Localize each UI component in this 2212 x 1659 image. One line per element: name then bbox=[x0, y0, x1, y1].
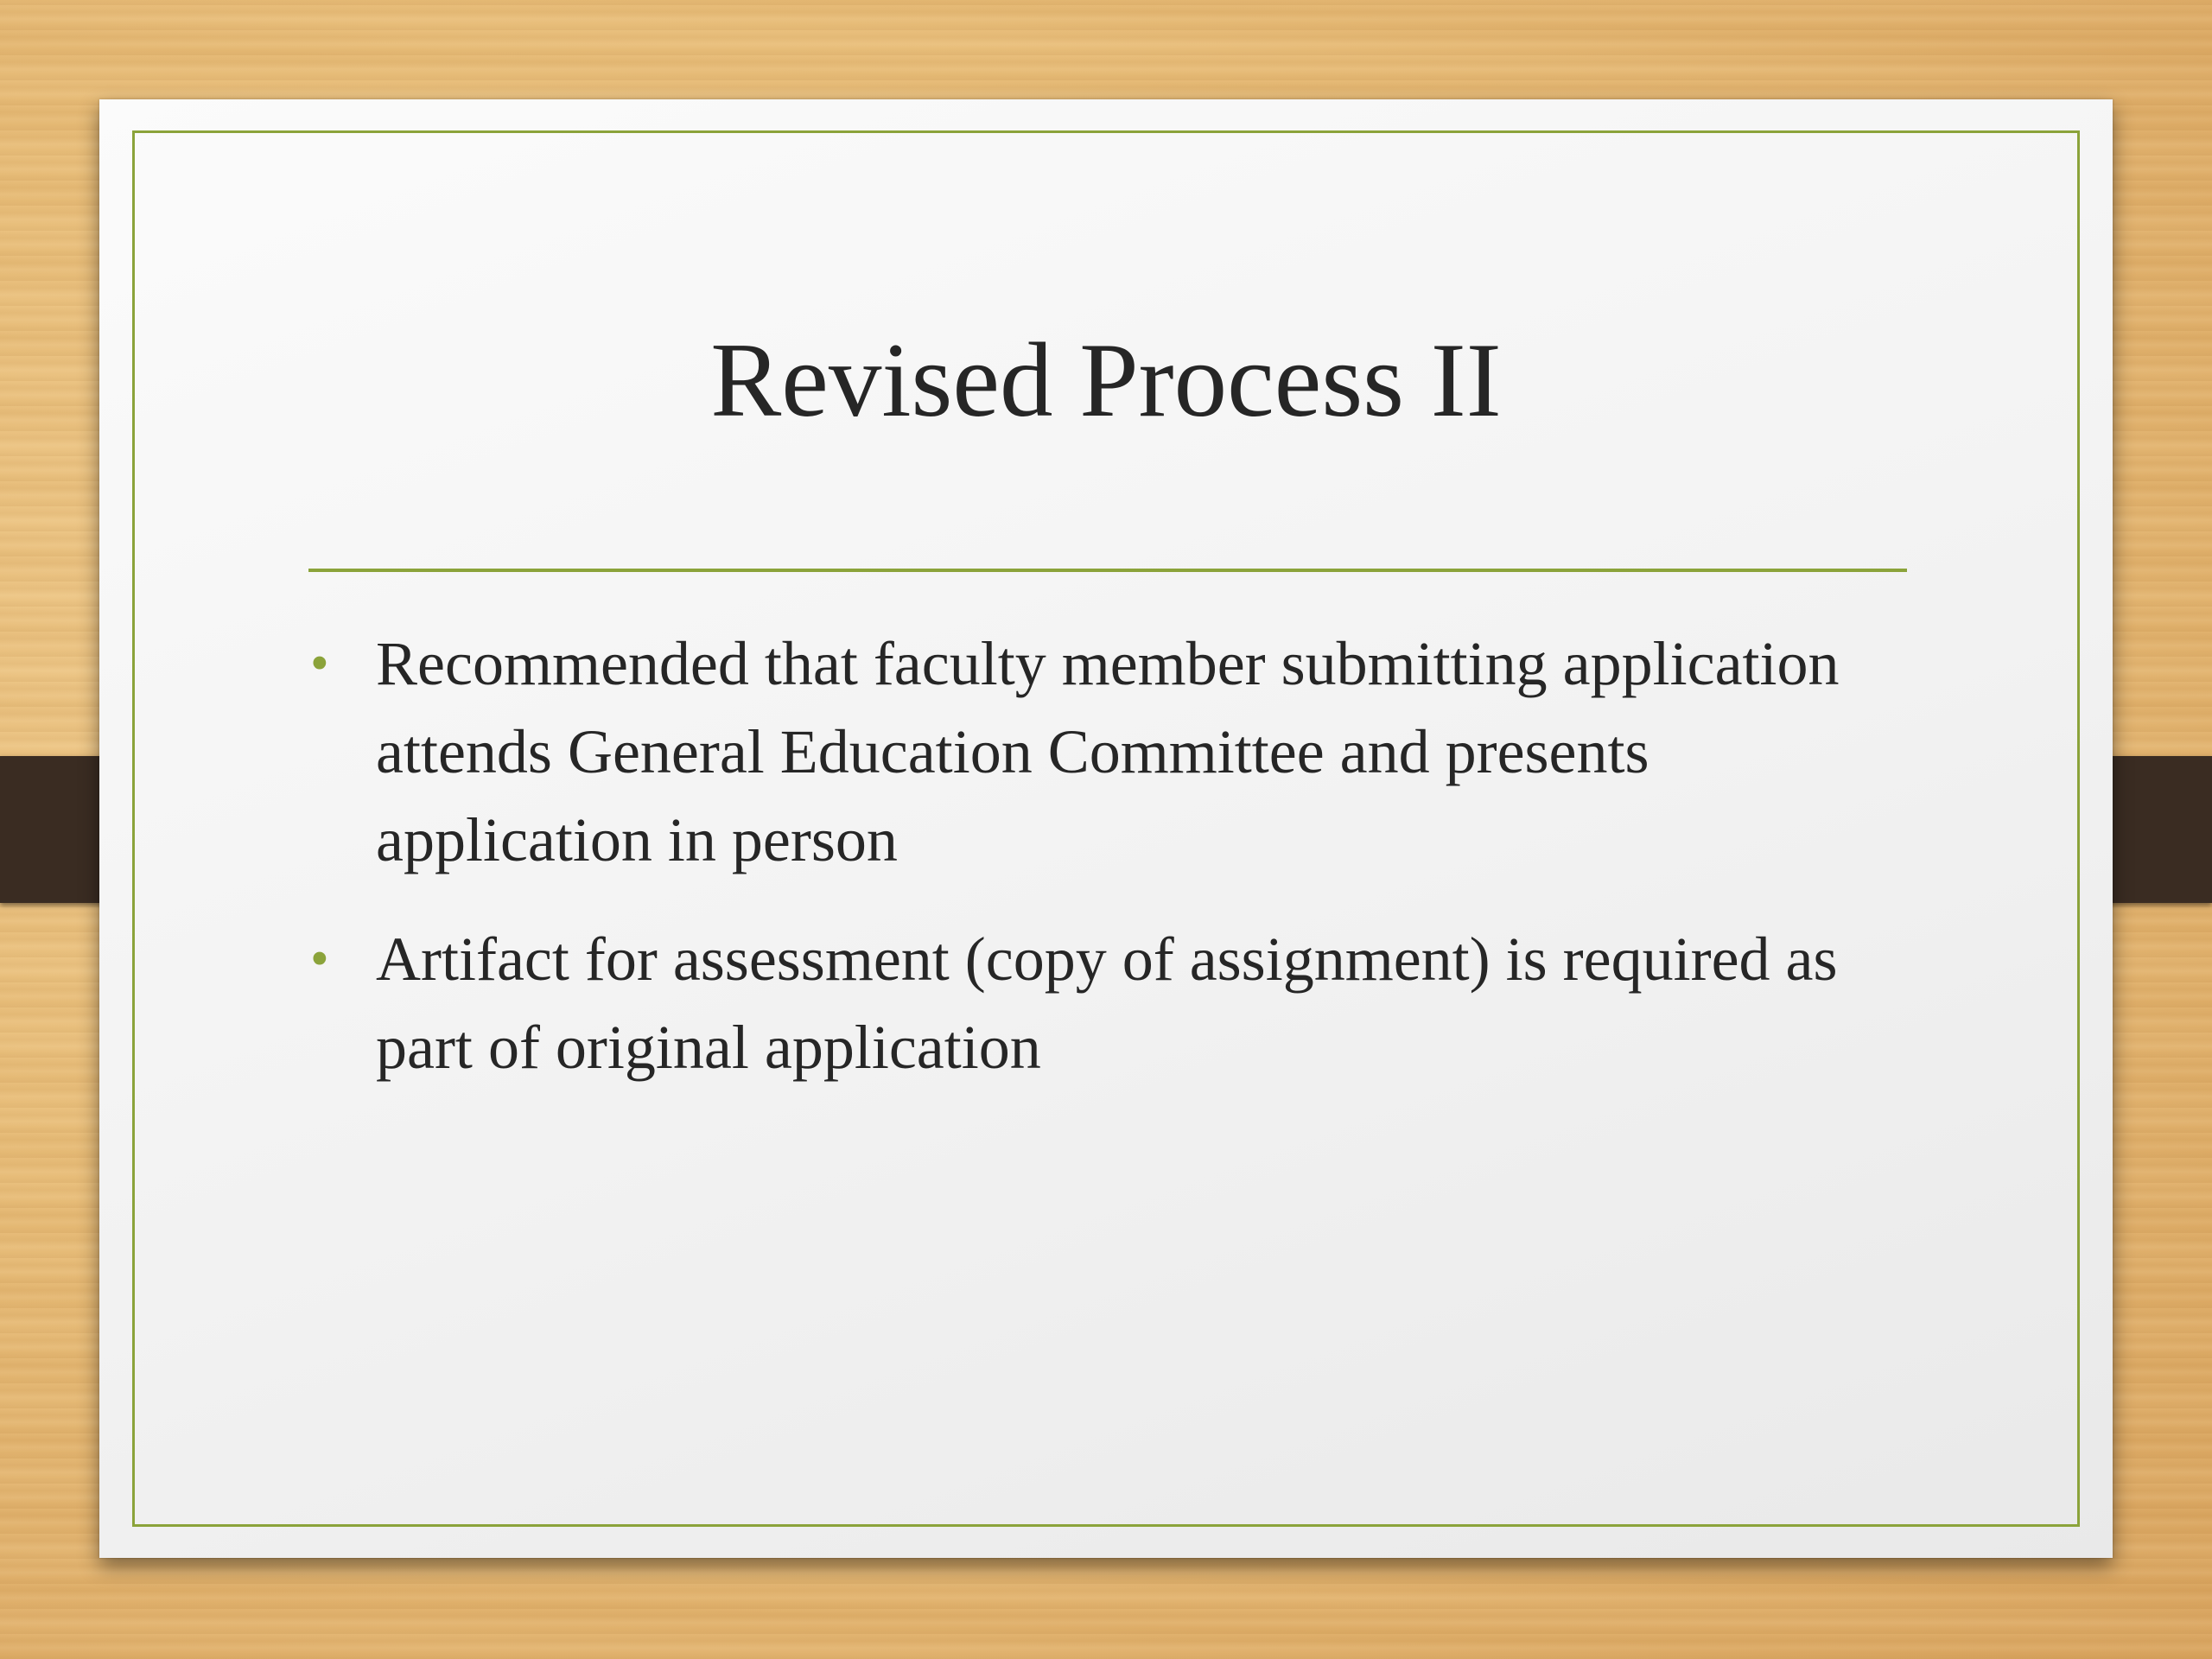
slide-card bbox=[99, 99, 2113, 1558]
bullet-list bbox=[307, 620, 1931, 1122]
title-divider bbox=[308, 569, 1907, 572]
slide-title: Revised Process II bbox=[710, 321, 1502, 439]
bullet-item-2 bbox=[307, 915, 1931, 1091]
bullet-item-1 bbox=[307, 620, 1931, 884]
bullet-dot-icon: • bbox=[310, 634, 329, 693]
bullet-text-1: Recommended that faculty member submitting application attends General Education Committee and presents application in person bbox=[376, 629, 1840, 874]
bullet-dot-icon: • bbox=[310, 930, 329, 988]
bullet-text-2: Artifact for assessment (copy of assignment) is required as part of original application bbox=[376, 925, 1838, 1082]
